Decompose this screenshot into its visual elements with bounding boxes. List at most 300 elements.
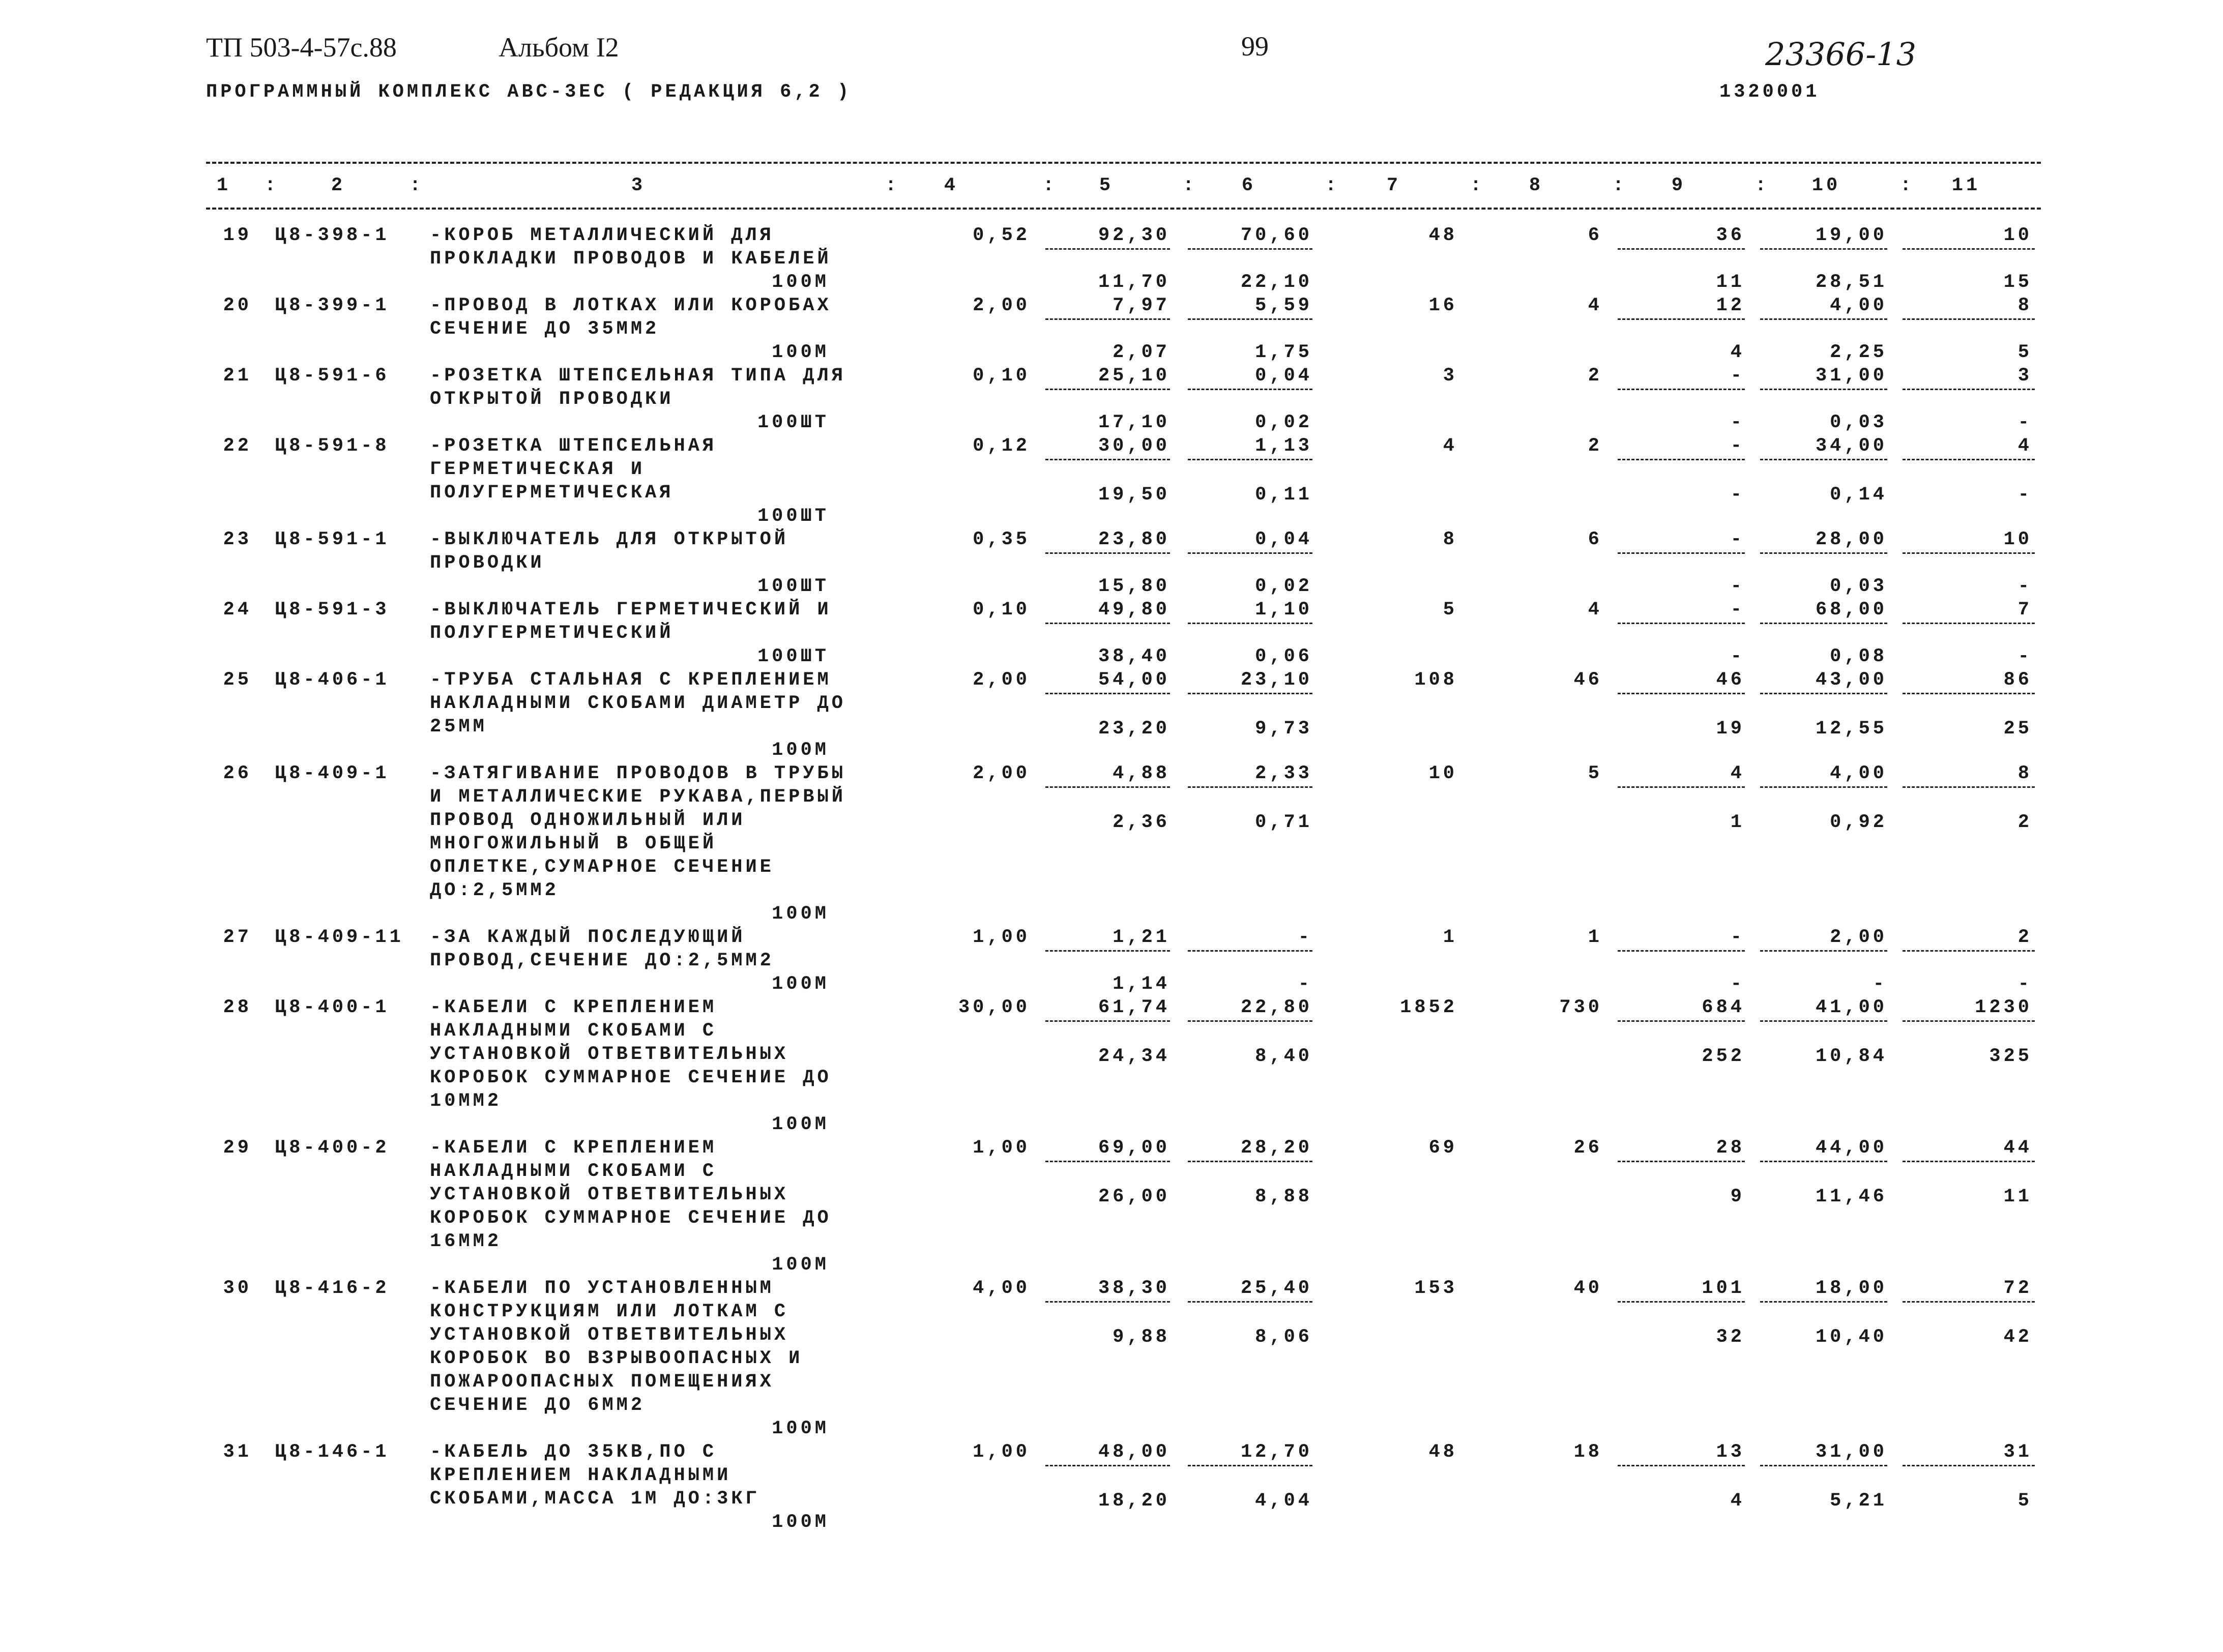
cell-c8: 2 bbox=[1588, 365, 1602, 387]
cell-c10: 28,00 bbox=[1815, 529, 1887, 550]
row-description-line: УСТАНОВКОЙ ОТВЕТВИТЕЛЬНЫХ bbox=[430, 1324, 789, 1346]
row-code: Ц8-400-2 bbox=[275, 1137, 390, 1159]
doc-code: ТП 503-4-57с.88 bbox=[206, 32, 397, 63]
value-separator bbox=[1045, 693, 1170, 694]
cell-c10: 31,00 bbox=[1815, 365, 1887, 387]
cell-c10: 2,00 bbox=[1830, 927, 1887, 948]
value-separator bbox=[1760, 1301, 1887, 1303]
value-separator bbox=[1903, 389, 2035, 390]
row-unit: 100ШТ bbox=[757, 506, 829, 527]
cell-c8: 5 bbox=[1588, 763, 1602, 784]
cell-c9: 4 bbox=[1730, 1490, 1745, 1512]
cell-c10: 11,46 bbox=[1815, 1186, 1887, 1207]
value-separator bbox=[1903, 623, 2035, 624]
cell-c11: - bbox=[2017, 646, 2032, 667]
cell-c8: 4 bbox=[1588, 599, 1602, 621]
cell-c10: 0,03 bbox=[1830, 576, 1887, 597]
cell-c7: 8 bbox=[1443, 529, 1457, 550]
cell-c9: 28 bbox=[1716, 1137, 1745, 1159]
row-description-line: -ВЫКЛЮЧАТЕЛЬ ДЛЯ ОТКРЫТОЙ bbox=[430, 529, 789, 550]
cell-c5: 17,10 bbox=[1098, 412, 1170, 433]
value-separator bbox=[1188, 1465, 1312, 1466]
row-description-line: СЕЧЕНИЕ ДО 6ММ2 bbox=[430, 1395, 646, 1416]
cell-c8: 6 bbox=[1588, 225, 1602, 246]
cell-c6: - bbox=[1298, 973, 1312, 995]
cell-c9: 46 bbox=[1716, 669, 1745, 691]
value-separator bbox=[1760, 389, 1887, 390]
row-description-line: ПОЖАРООПАСНЫХ ПОМЕЩЕНИЯХ bbox=[430, 1371, 774, 1393]
row-code: Ц8-409-1 bbox=[275, 763, 390, 784]
value-separator bbox=[1188, 318, 1312, 320]
row-description-line: ПРОВОД,СЕЧЕНИЕ ДО:2,5ММ2 bbox=[430, 950, 774, 971]
value-separator bbox=[1903, 950, 2035, 952]
value-separator bbox=[1618, 623, 1745, 624]
cell-c5: 19,50 bbox=[1098, 484, 1170, 506]
row-description-line: 16ММ2 bbox=[430, 1231, 502, 1252]
cell-c5: 26,00 bbox=[1098, 1186, 1170, 1207]
row-description-line: -КАБЕЛИ С КРЕПЛЕНИЕМ bbox=[430, 997, 717, 1018]
row-description-line: КОНСТРУКЦИЯМ ИЛИ ЛОТКАМ С bbox=[430, 1301, 789, 1322]
row-description-line: ОПЛЕТКЕ,СУМАРНОЕ СЕЧЕНИЕ bbox=[430, 857, 774, 878]
cell-c7: 153 bbox=[1414, 1278, 1457, 1299]
value-separator bbox=[1618, 459, 1745, 460]
album-label: Альбом I2 bbox=[499, 32, 619, 63]
cell-c10: 10,84 bbox=[1815, 1046, 1887, 1067]
row-number: 31 bbox=[223, 1441, 252, 1463]
cell-c10: 12,55 bbox=[1815, 718, 1887, 740]
cell-c5: 1,14 bbox=[1113, 973, 1170, 995]
value-separator bbox=[1760, 1020, 1887, 1022]
cell-c6: 2,33 bbox=[1255, 763, 1312, 784]
cell-c10: 0,08 bbox=[1830, 646, 1887, 667]
value-separator bbox=[1618, 1465, 1745, 1466]
row-description-line: ОТКРЫТОЙ ПРОВОДКИ bbox=[430, 389, 674, 410]
cell-c11: 4 bbox=[2017, 435, 2032, 457]
cell-c10: 28,51 bbox=[1815, 272, 1887, 293]
column-header-3: 3 bbox=[631, 175, 646, 196]
row-description-line: -РОЗЕТКА ШТЕПСЕЛЬНАЯ bbox=[430, 435, 717, 457]
value-separator bbox=[1618, 552, 1745, 554]
value-separator bbox=[1045, 389, 1170, 390]
value-separator bbox=[1760, 623, 1887, 624]
cell-c9: 19 bbox=[1716, 718, 1745, 740]
cell-c10: 41,00 bbox=[1815, 997, 1887, 1018]
cell-c11: 10 bbox=[2003, 529, 2032, 550]
cell-c7: 3 bbox=[1443, 365, 1457, 387]
row-unit: 100ШТ bbox=[757, 412, 829, 433]
cell-c9: 36 bbox=[1716, 225, 1745, 246]
value-separator bbox=[1618, 693, 1745, 694]
value-separator bbox=[1903, 786, 2035, 788]
cell-c6: 1,75 bbox=[1255, 342, 1312, 363]
cell-c8: 2 bbox=[1588, 435, 1602, 457]
cell-c11: 44 bbox=[2003, 1137, 2032, 1159]
column-header-7: 7 bbox=[1386, 175, 1401, 196]
value-separator bbox=[1045, 318, 1170, 320]
row-description-line: КОРОБОК СУММАРНОЕ СЕЧЕНИЕ ДО bbox=[430, 1207, 832, 1229]
value-separator bbox=[1045, 623, 1170, 624]
row-description-line: НАКЛАДНЫМИ СКОБАМИ С bbox=[430, 1020, 717, 1042]
value-separator bbox=[1188, 786, 1312, 788]
cell-c9: 4 bbox=[1730, 342, 1745, 363]
cell-c11: 8 bbox=[2017, 295, 2032, 316]
value-separator bbox=[1903, 248, 2035, 250]
row-code: Ц8-400-1 bbox=[275, 997, 390, 1018]
cell-qty: 0,35 bbox=[973, 529, 1030, 550]
cell-c10: 4,00 bbox=[1830, 763, 1887, 784]
value-separator bbox=[1760, 248, 1887, 250]
cell-c8: 46 bbox=[1573, 669, 1602, 691]
value-separator bbox=[1760, 786, 1887, 788]
cell-c6: 28,20 bbox=[1240, 1137, 1312, 1159]
cell-c9: 13 bbox=[1716, 1441, 1745, 1463]
row-description-line: ДО:2,5ММ2 bbox=[430, 880, 559, 901]
cell-c6: 23,10 bbox=[1240, 669, 1312, 691]
cell-c5: 15,80 bbox=[1098, 576, 1170, 597]
row-number: 24 bbox=[223, 599, 252, 621]
value-separator bbox=[1618, 1301, 1745, 1303]
cell-c9: - bbox=[1730, 412, 1745, 433]
row-code: Ц8-409-11 bbox=[275, 927, 404, 948]
cell-c6: 70,60 bbox=[1240, 225, 1312, 246]
cell-qty: 4,00 bbox=[973, 1278, 1030, 1299]
cell-c6: - bbox=[1298, 927, 1312, 948]
cell-c9: - bbox=[1730, 365, 1745, 387]
cell-c11: 5 bbox=[2017, 342, 2032, 363]
row-description-line: ГЕРМЕТИЧЕСКАЯ И bbox=[430, 459, 646, 480]
cell-c5: 9,88 bbox=[1113, 1326, 1170, 1348]
handwritten-number: 23366-13 bbox=[1765, 36, 1917, 73]
row-number: 28 bbox=[223, 997, 252, 1018]
value-separator bbox=[1618, 248, 1745, 250]
cell-c8: 26 bbox=[1573, 1137, 1602, 1159]
row-number: 20 bbox=[223, 295, 252, 316]
row-unit: 100М bbox=[772, 973, 829, 995]
row-description-line: ПОЛУГЕРМЕТИЧЕСКАЯ bbox=[430, 482, 674, 504]
row-description-line: -ВЫКЛЮЧАТЕЛЬ ГЕРМЕТИЧЕСКИЙ И bbox=[430, 599, 832, 621]
value-separator bbox=[1188, 389, 1312, 390]
value-separator bbox=[1188, 693, 1312, 694]
cell-c6: 8,40 bbox=[1255, 1046, 1312, 1067]
value-separator bbox=[1903, 318, 2035, 320]
cell-c11: 2 bbox=[2017, 927, 2032, 948]
cell-qty: 0,10 bbox=[973, 599, 1030, 621]
row-description-line: КОРОБОК ВО ВЗРЫВООПАСНЫХ И bbox=[430, 1348, 803, 1369]
cell-c7: 10 bbox=[1428, 763, 1457, 784]
cell-c5: 1,21 bbox=[1113, 927, 1170, 948]
cell-c10: 68,00 bbox=[1815, 599, 1887, 621]
row-description-line: 25ММ bbox=[430, 716, 487, 738]
cell-c9: - bbox=[1730, 599, 1745, 621]
value-separator bbox=[1903, 459, 2035, 460]
cell-c6: 1,13 bbox=[1255, 435, 1312, 457]
row-number: 29 bbox=[223, 1137, 252, 1159]
top-rule bbox=[206, 162, 2041, 164]
cell-c5: 92,30 bbox=[1098, 225, 1170, 246]
column-separator: : bbox=[1613, 175, 1627, 196]
row-description-line: КОРОБОК СУММАРНОЕ СЕЧЕНИЕ ДО bbox=[430, 1067, 832, 1088]
cell-qty: 2,00 bbox=[973, 295, 1030, 316]
cell-c6: 5,59 bbox=[1255, 295, 1312, 316]
cell-c6: 0,02 bbox=[1255, 576, 1312, 597]
cell-qty: 1,00 bbox=[973, 1441, 1030, 1463]
value-separator bbox=[1188, 1020, 1312, 1022]
value-separator bbox=[1045, 248, 1170, 250]
row-description-line: УСТАНОВКОЙ ОТВЕТВИТЕЛЬНЫХ bbox=[430, 1044, 789, 1065]
value-separator bbox=[1903, 1020, 2035, 1022]
row-number: 26 bbox=[223, 763, 252, 784]
cell-c7: 5 bbox=[1443, 599, 1457, 621]
cell-c5: 54,00 bbox=[1098, 669, 1170, 691]
page-number: 99 bbox=[1241, 31, 1269, 62]
value-separator bbox=[1188, 950, 1312, 952]
value-separator bbox=[1618, 1161, 1745, 1162]
row-code: Ц8-416-2 bbox=[275, 1278, 390, 1299]
cell-c9: 252 bbox=[1702, 1046, 1745, 1067]
cell-c5: 2,36 bbox=[1113, 812, 1170, 833]
cell-c11: 5 bbox=[2017, 1490, 2032, 1512]
row-unit: 100М bbox=[772, 342, 829, 363]
row-unit: 100М bbox=[772, 272, 829, 293]
row-description-line: ПРОКЛАДКИ ПРОВОДОВ И КАБЕЛЕЙ bbox=[430, 248, 832, 270]
value-separator bbox=[1760, 950, 1887, 952]
cell-c5: 38,40 bbox=[1098, 646, 1170, 667]
row-description-line: -ТРУБА СТАЛЬНАЯ С КРЕПЛЕНИЕМ bbox=[430, 669, 832, 691]
cell-c9: - bbox=[1730, 973, 1745, 995]
row-code: Ц8-146-1 bbox=[275, 1441, 390, 1463]
cell-c9: - bbox=[1730, 576, 1745, 597]
cell-c7: 108 bbox=[1414, 669, 1457, 691]
cell-c5: 7,97 bbox=[1113, 295, 1170, 316]
cell-qty: 0,10 bbox=[973, 365, 1030, 387]
value-separator bbox=[1618, 786, 1745, 788]
cell-c6: 25,40 bbox=[1240, 1278, 1312, 1299]
cell-c9: 32 bbox=[1716, 1326, 1745, 1348]
row-unit: 100М bbox=[772, 1418, 829, 1439]
cell-c7: 48 bbox=[1428, 225, 1457, 246]
cell-c8: 6 bbox=[1588, 529, 1602, 550]
cell-c9: - bbox=[1730, 484, 1745, 506]
cell-c9: 684 bbox=[1702, 997, 1745, 1018]
cell-c5: 23,80 bbox=[1098, 529, 1170, 550]
cell-c5: 49,80 bbox=[1098, 599, 1170, 621]
cell-c7: 1852 bbox=[1400, 997, 1457, 1018]
cell-qty: 30,00 bbox=[958, 997, 1030, 1018]
cell-qty: 1,00 bbox=[973, 927, 1030, 948]
value-separator bbox=[1045, 786, 1170, 788]
cell-c5: 24,34 bbox=[1098, 1046, 1170, 1067]
value-separator bbox=[1188, 1161, 1312, 1162]
value-separator bbox=[1618, 950, 1745, 952]
row-description-line: ПРОВОДКИ bbox=[430, 552, 545, 574]
row-description-line: СЕЧЕНИЕ ДО 35ММ2 bbox=[430, 318, 660, 340]
cell-c10: 4,00 bbox=[1830, 295, 1887, 316]
row-description-line: -РОЗЕТКА ШТЕПСЕЛЬНАЯ ТИПА ДЛЯ bbox=[430, 365, 846, 387]
column-separator: : bbox=[1043, 175, 1058, 196]
value-separator bbox=[1188, 1301, 1312, 1303]
cell-c9: 11 bbox=[1716, 272, 1745, 293]
cell-c7: 4 bbox=[1443, 435, 1457, 457]
cell-c11: 325 bbox=[1989, 1046, 2032, 1067]
value-separator bbox=[1045, 459, 1170, 460]
cell-c11: 3 bbox=[2017, 365, 2032, 387]
value-separator bbox=[1045, 1161, 1170, 1162]
row-description-line: -КАБЕЛИ С КРЕПЛЕНИЕМ bbox=[430, 1137, 717, 1159]
row-unit: 100ШТ bbox=[757, 576, 829, 597]
value-separator bbox=[1760, 1161, 1887, 1162]
cell-c5: 18,20 bbox=[1098, 1490, 1170, 1512]
row-number: 21 bbox=[223, 365, 252, 387]
value-separator bbox=[1760, 1465, 1887, 1466]
cell-c6: 0,04 bbox=[1255, 529, 1312, 550]
cell-c6: 0,04 bbox=[1255, 365, 1312, 387]
cell-c10: 31,00 bbox=[1815, 1441, 1887, 1463]
column-separator: : bbox=[1755, 175, 1770, 196]
row-code: Ц8-406-1 bbox=[275, 669, 390, 691]
value-separator bbox=[1618, 318, 1745, 320]
cell-c9: - bbox=[1730, 435, 1745, 457]
row-description-line: -КАБЕЛЬ ДО 35КВ,ПО С bbox=[430, 1441, 717, 1463]
row-number: 23 bbox=[223, 529, 252, 550]
cell-c8: 730 bbox=[1559, 997, 1602, 1018]
value-separator bbox=[1188, 623, 1312, 624]
row-number: 19 bbox=[223, 225, 252, 246]
row-description-line: И МЕТАЛЛИЧЕСКИЕ РУКАВА,ПЕРВЫЙ bbox=[430, 786, 846, 808]
cell-c6: 0,11 bbox=[1255, 484, 1312, 506]
row-unit: 100М bbox=[772, 1512, 829, 1533]
row-code: Ц8-591-3 bbox=[275, 599, 390, 621]
cell-c6: 4,04 bbox=[1255, 1490, 1312, 1512]
column-header-6: 6 bbox=[1241, 175, 1256, 196]
cell-c10: 44,00 bbox=[1815, 1137, 1887, 1159]
row-description-line: ПОЛУГЕРМЕТИЧЕСКИЙ bbox=[430, 623, 674, 644]
cell-c9: 101 bbox=[1702, 1278, 1745, 1299]
cell-c10: 10,40 bbox=[1815, 1326, 1887, 1348]
value-separator bbox=[1188, 459, 1312, 460]
cell-c6: 0,06 bbox=[1255, 646, 1312, 667]
value-separator bbox=[1618, 389, 1745, 390]
row-code: Ц8-399-1 bbox=[275, 295, 390, 316]
cell-c6: 22,80 bbox=[1240, 997, 1312, 1018]
row-description-line: СКОБАМИ,МАССА 1М ДО:3КГ bbox=[430, 1488, 760, 1510]
value-separator bbox=[1045, 552, 1170, 554]
row-number: 25 bbox=[223, 669, 252, 691]
value-separator bbox=[1045, 1301, 1170, 1303]
cell-c10: - bbox=[1873, 973, 1887, 995]
row-description-line: -ПРОВОД В ЛОТКАХ ИЛИ КОРОБАХ bbox=[430, 295, 832, 316]
cell-c6: 9,73 bbox=[1255, 718, 1312, 740]
cell-qty: 1,00 bbox=[973, 1137, 1030, 1159]
row-description-line: ПРОВОД ОДНОЖИЛЬНЫЙ ИЛИ bbox=[430, 810, 746, 831]
cell-c7: 1 bbox=[1443, 927, 1457, 948]
value-separator bbox=[1618, 1020, 1745, 1022]
value-separator bbox=[1760, 693, 1887, 694]
row-number: 30 bbox=[223, 1278, 252, 1299]
cell-c5: 48,00 bbox=[1098, 1441, 1170, 1463]
row-number: 27 bbox=[223, 927, 252, 948]
cell-c10: 5,21 bbox=[1830, 1490, 1887, 1512]
cell-c9: 12 bbox=[1716, 295, 1745, 316]
value-separator bbox=[1188, 552, 1312, 554]
value-separator bbox=[1045, 1465, 1170, 1466]
cell-c11: 86 bbox=[2003, 669, 2032, 691]
cell-c5: 23,20 bbox=[1098, 718, 1170, 740]
column-header-5: 5 bbox=[1099, 175, 1114, 196]
column-separator: : bbox=[265, 175, 279, 196]
cell-c6: 0,02 bbox=[1255, 412, 1312, 433]
row-code: Ц8-591-1 bbox=[275, 529, 390, 550]
column-separator: : bbox=[409, 175, 424, 196]
column-separator: : bbox=[1900, 175, 1915, 196]
column-header-2: 2 bbox=[331, 175, 346, 196]
row-description-line: НАКЛАДНЫМИ СКОБАМИ С bbox=[430, 1161, 717, 1182]
cell-c9: - bbox=[1730, 646, 1745, 667]
row-description-line: МНОГОЖИЛЬНЫЙ В ОБЩЕЙ bbox=[430, 833, 717, 854]
cell-c7: 48 bbox=[1428, 1441, 1457, 1463]
cell-qty: 0,12 bbox=[973, 435, 1030, 457]
cell-c6: 22,10 bbox=[1240, 272, 1312, 293]
row-code: Ц8-398-1 bbox=[275, 225, 390, 246]
value-separator bbox=[1903, 552, 2035, 554]
row-description-line: -ЗА КАЖДЫЙ ПОСЛЕДУЮЩИЙ bbox=[430, 927, 746, 948]
cell-c11: - bbox=[2017, 576, 2032, 597]
cell-c6: 8,06 bbox=[1255, 1326, 1312, 1348]
cell-qty: 2,00 bbox=[973, 669, 1030, 691]
column-separator: : bbox=[1325, 175, 1340, 196]
value-separator bbox=[1188, 248, 1312, 250]
value-separator bbox=[1903, 1465, 2035, 1466]
row-description-line: -КОРОБ МЕТАЛЛИЧЕСКИЙ ДЛЯ bbox=[430, 225, 774, 246]
cell-c9: 9 bbox=[1730, 1186, 1745, 1207]
code-number: 1320001 bbox=[1719, 81, 1820, 103]
cell-c8: 4 bbox=[1588, 295, 1602, 316]
program-line: ПРОГРАММНЫЙ КОМПЛЕКС АВС-3ЕС ( РЕДАКЦИЯ 6,2 ) bbox=[206, 81, 852, 103]
column-header-1: 1 bbox=[216, 175, 231, 196]
cell-c10: 19,00 bbox=[1815, 225, 1887, 246]
cell-c8: 40 bbox=[1573, 1278, 1602, 1299]
column-header-9: 9 bbox=[1671, 175, 1686, 196]
cell-qty: 2,00 bbox=[973, 763, 1030, 784]
cell-c11: 11 bbox=[2003, 1186, 2032, 1207]
value-separator bbox=[1903, 693, 2035, 694]
column-separator: : bbox=[1183, 175, 1197, 196]
cell-c11: 31 bbox=[2003, 1441, 2032, 1463]
cell-c5: 69,00 bbox=[1098, 1137, 1170, 1159]
cell-c10: 43,00 bbox=[1815, 669, 1887, 691]
cell-c10: 0,14 bbox=[1830, 484, 1887, 506]
cell-c11: 42 bbox=[2003, 1326, 2032, 1348]
cell-c6: 0,71 bbox=[1255, 812, 1312, 833]
row-unit: 100М bbox=[772, 903, 829, 925]
row-unit: 100М bbox=[772, 740, 829, 761]
value-separator bbox=[1045, 950, 1170, 952]
cell-c9: 1 bbox=[1730, 812, 1745, 833]
cell-c7: 16 bbox=[1428, 295, 1457, 316]
row-code: Ц8-591-8 bbox=[275, 435, 390, 457]
cell-c10: 0,92 bbox=[1830, 812, 1887, 833]
column-header-8: 8 bbox=[1529, 175, 1544, 196]
cell-c11: 15 bbox=[2003, 272, 2032, 293]
cell-c10: 2,25 bbox=[1830, 342, 1887, 363]
cell-c10: 0,03 bbox=[1830, 412, 1887, 433]
value-separator bbox=[1760, 459, 1887, 460]
cell-c11: 72 bbox=[2003, 1278, 2032, 1299]
cell-c5: 30,00 bbox=[1098, 435, 1170, 457]
cell-c10: 18,00 bbox=[1815, 1278, 1887, 1299]
cell-c9: - bbox=[1730, 529, 1745, 550]
row-description-line: 10ММ2 bbox=[430, 1090, 502, 1112]
row-unit: 100М bbox=[772, 1254, 829, 1276]
